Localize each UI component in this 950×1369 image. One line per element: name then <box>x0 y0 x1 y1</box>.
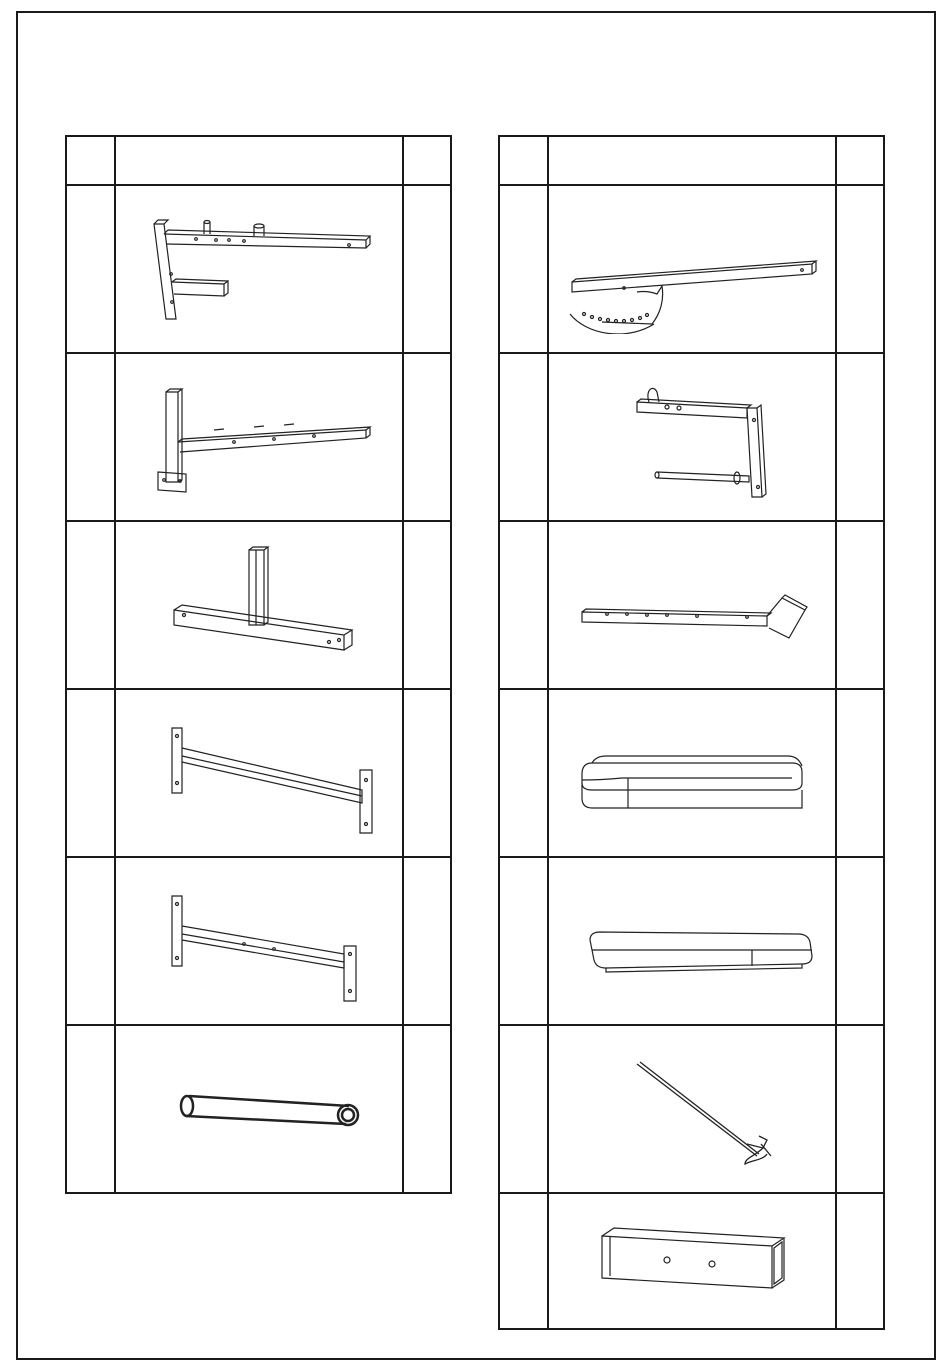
part-qty <box>403 1025 451 1193</box>
part-number <box>499 185 548 353</box>
part-qty <box>836 1193 884 1329</box>
part-image-cell <box>115 521 403 689</box>
part-number <box>499 857 548 1025</box>
header-qty <box>836 136 884 185</box>
parts-table-right <box>498 135 885 1330</box>
part-image-cell <box>548 689 836 857</box>
main-frame-with-upright-icon <box>134 372 384 502</box>
part-number <box>66 353 115 521</box>
t-base-with-upright-icon <box>134 540 384 670</box>
part-number <box>66 689 115 857</box>
part-number <box>499 1025 548 1193</box>
foam-roller-tube-icon <box>134 1044 384 1174</box>
part-image-cell <box>115 1025 403 1193</box>
seat-frame-with-post-icon <box>134 204 384 334</box>
header-description <box>548 136 836 185</box>
table-row <box>499 185 884 353</box>
header-no <box>499 136 548 185</box>
header-description <box>115 136 403 185</box>
part-qty <box>836 857 884 1025</box>
part-number <box>66 521 115 689</box>
header-qty <box>403 136 451 185</box>
table-row <box>66 185 451 353</box>
part-qty <box>836 689 884 857</box>
table-row <box>499 857 884 1025</box>
table-row <box>499 521 884 689</box>
part-number <box>499 689 548 857</box>
front-stabilizer-icon <box>134 708 384 838</box>
seat-support-bracket-icon <box>567 540 817 670</box>
part-image-cell <box>115 353 403 521</box>
square-tube-sleeve-icon <box>562 1206 822 1316</box>
backrest-frame-with-adjuster-plate-icon <box>562 204 822 334</box>
rear-stabilizer-icon <box>134 876 384 1006</box>
seat-pad-icon <box>562 876 822 1006</box>
part-number <box>499 521 548 689</box>
table-row <box>66 857 451 1025</box>
part-number <box>66 857 115 1025</box>
part-image-cell <box>115 857 403 1025</box>
part-qty <box>836 521 884 689</box>
table-row <box>66 1025 451 1193</box>
part-image-cell <box>115 689 403 857</box>
part-qty <box>403 185 451 353</box>
part-image-cell <box>115 185 403 353</box>
part-qty <box>836 1025 884 1193</box>
part-qty <box>403 689 451 857</box>
pop-pin-cable-icon <box>567 1044 817 1174</box>
table-row <box>66 689 451 857</box>
table-row <box>66 521 451 689</box>
leg-developer-frame-icon <box>567 372 817 502</box>
part-number <box>66 185 115 353</box>
table-header <box>499 136 884 185</box>
part-image-cell <box>548 185 836 353</box>
part-qty <box>836 185 884 353</box>
part-qty <box>403 521 451 689</box>
backrest-pad-icon <box>562 708 822 838</box>
part-number <box>499 353 548 521</box>
table-row <box>499 1193 884 1329</box>
table-row <box>499 1025 884 1193</box>
parts-table-left <box>65 135 452 1194</box>
table-row <box>66 353 451 521</box>
table-header <box>66 136 451 185</box>
table-row <box>499 689 884 857</box>
part-qty <box>836 353 884 521</box>
part-number <box>499 1193 548 1329</box>
part-image-cell <box>548 1193 836 1329</box>
part-number <box>66 1025 115 1193</box>
part-image-cell <box>548 857 836 1025</box>
header-no <box>66 136 115 185</box>
part-qty <box>403 857 451 1025</box>
table-row <box>499 353 884 521</box>
part-image-cell <box>548 353 836 521</box>
part-qty <box>403 353 451 521</box>
part-image-cell <box>548 521 836 689</box>
part-image-cell <box>548 1025 836 1193</box>
